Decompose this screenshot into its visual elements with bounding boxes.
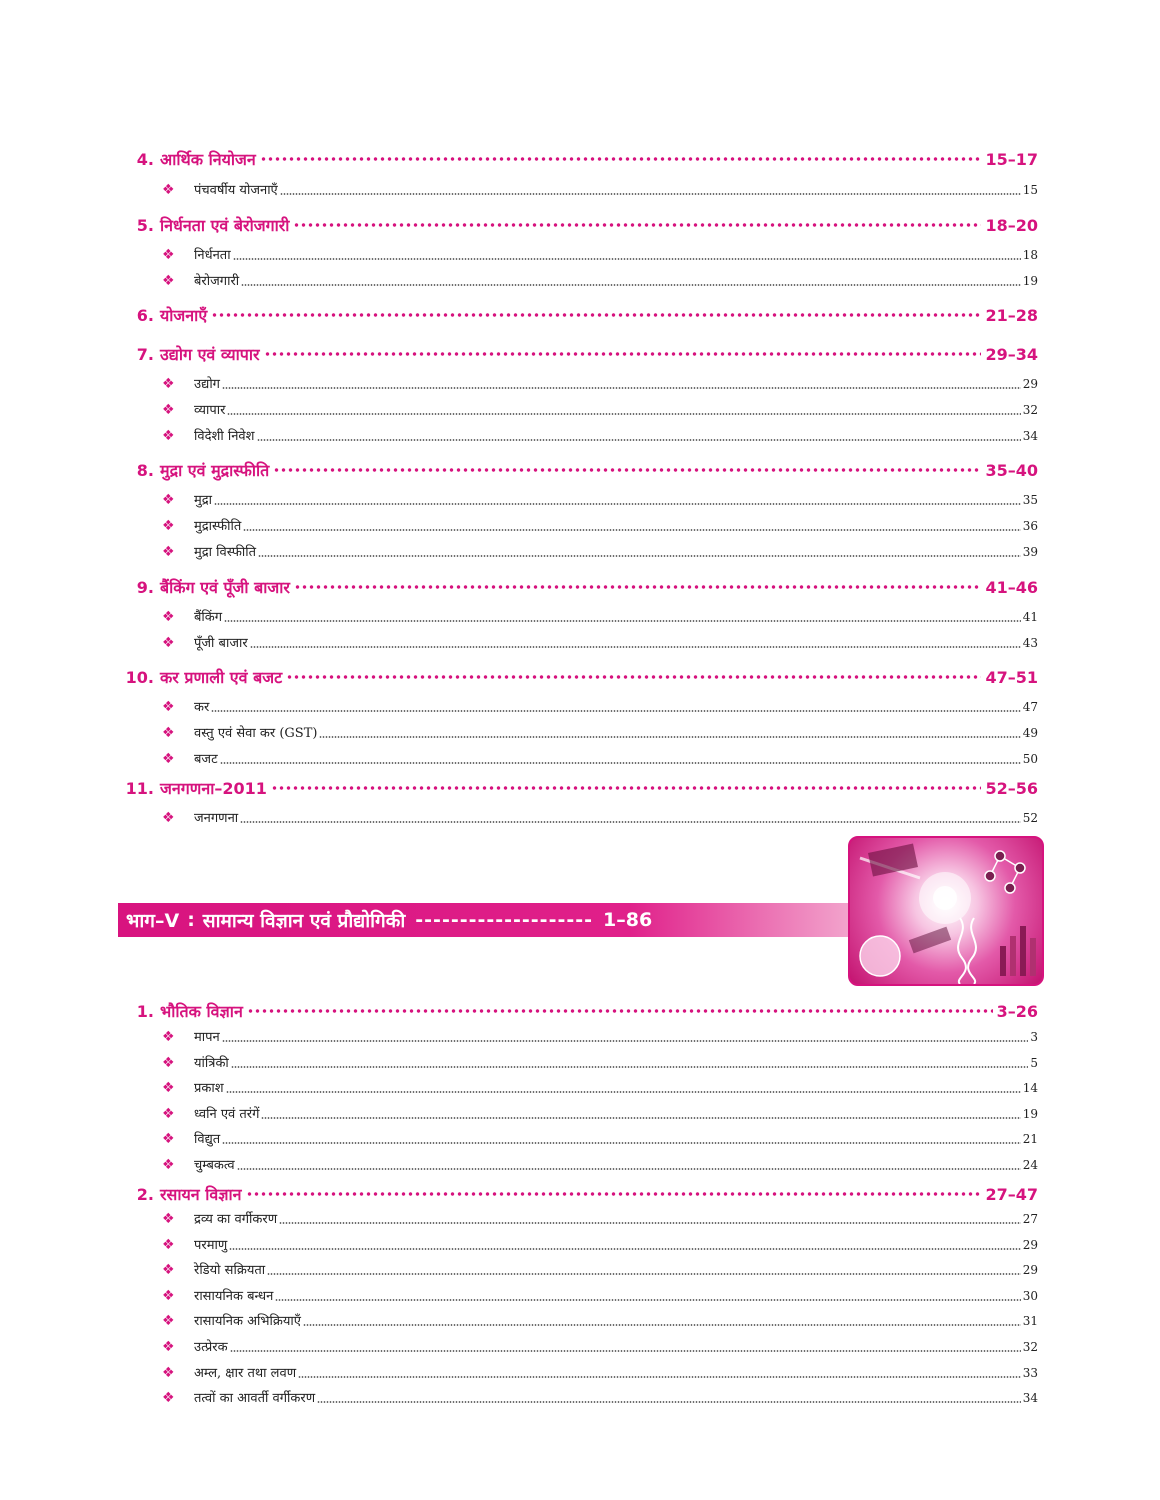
chapter-number: 7.: [136, 345, 154, 364]
diamond-bullet-icon: ❖: [162, 492, 175, 508]
dot-leader: [275, 1298, 1020, 1302]
item-title: बजट: [194, 752, 218, 767]
toc-item[interactable]: [162, 808, 1038, 828]
part-pages: 1–86: [603, 909, 653, 931]
toc-item[interactable]: [162, 1311, 1038, 1331]
chapter-pages: 29–34: [985, 345, 1038, 364]
item-title: उत्प्रेरक: [194, 1340, 228, 1355]
toc-item[interactable]: [162, 400, 1038, 420]
toc-item[interactable]: [162, 1337, 1038, 1357]
chapter-title: निर्धनता एवं बेरोजगारी: [160, 216, 290, 235]
diamond-bullet-icon: ❖: [162, 1055, 175, 1071]
diamond-bullet-icon: ❖: [162, 725, 175, 741]
item-page: 36: [1022, 519, 1038, 533]
dot-leader: [286, 674, 981, 680]
chapter-title: योजनाएँ: [160, 306, 208, 325]
item-title: कर: [194, 700, 210, 715]
chapter-number: 4.: [136, 150, 154, 169]
chapter-pages: 18–20: [985, 216, 1038, 235]
toc-item[interactable]: [162, 1209, 1038, 1229]
item-page: 5: [1030, 1056, 1038, 1070]
toc-item[interactable]: [162, 1286, 1038, 1306]
chapter-title: उद्योग एवं व्यापार: [160, 345, 260, 364]
dot-leader: [293, 222, 981, 228]
toc-item[interactable]: [162, 1129, 1038, 1149]
item-title: मुद्रास्फीति: [194, 519, 242, 534]
diamond-bullet-icon: ❖: [162, 518, 175, 534]
dot-leader: [243, 528, 1020, 532]
toc-item[interactable]: [162, 1078, 1038, 1098]
item-title: वस्तु एवं सेवा कर (GST): [194, 726, 318, 741]
diamond-bullet-icon: ❖: [162, 1029, 175, 1045]
diamond-bullet-icon: ❖: [162, 1339, 175, 1355]
item-page: 49: [1022, 726, 1038, 740]
dot-leader: [303, 1323, 1021, 1327]
item-title: रासायनिक अभिक्रियाएँ: [194, 1314, 301, 1329]
part-banner[interactable]: [118, 903, 848, 937]
item-title: उद्योग: [194, 377, 221, 392]
dot-leader: [227, 412, 1020, 416]
diamond-bullet-icon: ❖: [162, 1157, 175, 1173]
item-page: 35: [1022, 493, 1038, 507]
toc-item[interactable]: [162, 271, 1038, 291]
chapter-9[interactable]: [120, 576, 1038, 598]
diamond-bullet-icon: ❖: [162, 182, 175, 198]
diamond-bullet-icon: ❖: [162, 810, 175, 826]
item-title: बैंकिंग: [194, 610, 223, 625]
chapter-7[interactable]: [120, 343, 1038, 365]
toc-item[interactable]: [162, 1053, 1038, 1073]
item-title: विद्युत: [194, 1132, 221, 1147]
item-title: व्यापार: [194, 403, 226, 418]
item-title: पंचवर्षीय योजनाएँ: [194, 183, 278, 198]
chapter-8[interactable]: [120, 459, 1038, 481]
item-page: 21: [1022, 1132, 1038, 1146]
item-page: 34: [1022, 1391, 1038, 1405]
diamond-bullet-icon: ❖: [162, 609, 175, 625]
item-title: रासायनिक बन्धन: [194, 1289, 274, 1304]
toc-item[interactable]: [162, 245, 1038, 265]
toc-item[interactable]: [162, 1235, 1038, 1255]
item-title: अम्ल, क्षार तथा लवण: [194, 1366, 297, 1381]
dot-leader: [211, 709, 1020, 713]
dot-leader: [258, 554, 1021, 558]
chapter-pages: 52–56: [985, 779, 1038, 798]
dot-leader: [222, 386, 1021, 390]
diamond-bullet-icon: ❖: [162, 376, 175, 392]
dot-leader: [317, 1400, 1021, 1404]
item-page: 3: [1030, 1030, 1038, 1044]
chapter-title: आर्थिक नियोजन: [160, 150, 256, 169]
item-page: 34: [1022, 429, 1038, 443]
item-title: रेडियो सक्रियता: [194, 1263, 266, 1278]
dot-leader: [264, 351, 982, 357]
diamond-bullet-icon: ❖: [162, 1080, 175, 1096]
item-title: मुद्रा: [194, 493, 213, 508]
chapter-pages: 35–40: [985, 461, 1038, 480]
chapter-title: मुद्रा एवं मुद्रास्फीति: [160, 461, 270, 480]
dot-leader: [220, 761, 1021, 765]
item-title: यांत्रिकी: [194, 1056, 229, 1071]
item-page: 24: [1022, 1158, 1038, 1172]
item-page: 14: [1022, 1081, 1038, 1095]
chapter-title: रसायन विज्ञान: [160, 1185, 242, 1204]
chapter-pages: 15–17: [985, 150, 1038, 169]
dot-leader: [250, 645, 1021, 649]
item-page: 18: [1022, 248, 1038, 262]
dot-leader: [231, 1065, 1029, 1069]
chapter-pages: 47–51: [985, 668, 1038, 687]
item-page: 32: [1022, 403, 1038, 417]
dot-leader: [273, 467, 981, 473]
diamond-bullet-icon: ❖: [162, 544, 175, 560]
item-page: 29: [1022, 1263, 1038, 1277]
chapter-5[interactable]: [120, 214, 1038, 236]
toc-item[interactable]: [162, 1363, 1038, 1383]
diamond-bullet-icon: ❖: [162, 635, 175, 651]
item-page: 31: [1022, 1314, 1038, 1328]
dot-leader: [211, 312, 981, 318]
dot-leader: [267, 1272, 1021, 1276]
dot-leader: [230, 1349, 1021, 1353]
item-page: 43: [1022, 636, 1038, 650]
chapter-number: 11.: [125, 779, 154, 798]
dot-leader: [226, 1090, 1021, 1094]
banner-dash-leader: --------------------: [415, 909, 593, 931]
toc-item[interactable]: [162, 426, 1038, 446]
dot-leader: [261, 1116, 1020, 1120]
dot-leader: [279, 1221, 1021, 1225]
chapter-number: 1.: [136, 1002, 154, 1021]
chapter-number: 6.: [136, 306, 154, 325]
item-page: 30: [1022, 1289, 1038, 1303]
dot-leader: [229, 1247, 1020, 1251]
toc-item[interactable]: [162, 607, 1038, 627]
item-title: तत्वों का आवर्ती वर्गीकरण: [194, 1391, 316, 1406]
item-page: 50: [1022, 752, 1038, 766]
item-title: परमाणु: [194, 1238, 228, 1253]
item-title: विदेशी निवेश: [194, 429, 255, 444]
diamond-bullet-icon: ❖: [162, 1390, 175, 1406]
chapter-number: 5.: [136, 216, 154, 235]
diamond-bullet-icon: ❖: [162, 1211, 175, 1227]
chapter-b2[interactable]: [120, 1183, 1038, 1205]
chapter-number: 8.: [136, 461, 154, 480]
dot-leader: [222, 1141, 1021, 1145]
chapter-6[interactable]: [120, 304, 1038, 326]
diamond-bullet-icon: ❖: [162, 1365, 175, 1381]
item-title: मुद्रा विस्फीति: [194, 545, 256, 560]
chapter-4[interactable]: [120, 148, 1038, 170]
dot-leader: [224, 619, 1021, 623]
toc-item[interactable]: [162, 697, 1038, 717]
item-page: 15: [1022, 183, 1038, 197]
diamond-bullet-icon: ❖: [162, 402, 175, 418]
chapter-number: 10.: [125, 668, 154, 687]
item-title: मापन: [194, 1030, 220, 1045]
chapter-number: 9.: [136, 578, 154, 597]
chapter-pages: 3–26: [996, 1002, 1038, 1021]
part-separator: :: [187, 909, 195, 931]
chapter-10[interactable]: [120, 666, 1038, 688]
chapter-title: बैंकिंग एवं पूँजी बाजार: [160, 578, 290, 597]
item-page: 33: [1022, 1366, 1038, 1380]
dot-leader: [241, 283, 1021, 287]
chapter-title: कर प्रणाली एवं बजट: [160, 668, 283, 687]
dot-leader: [294, 584, 981, 590]
science-collage-graphic: [850, 838, 1042, 984]
chapter-title: भौतिक विज्ञान: [160, 1002, 243, 1021]
chapter-pages: 21–28: [985, 306, 1038, 325]
chapter-title: जनगणना–2011: [160, 779, 267, 798]
dot-leader: [240, 820, 1021, 824]
dot-leader: [233, 257, 1021, 261]
diamond-bullet-icon: ❖: [162, 699, 175, 715]
diamond-bullet-icon: ❖: [162, 1237, 175, 1253]
item-page: 32: [1022, 1340, 1038, 1354]
item-title: प्रकाश: [194, 1081, 224, 1096]
chapter-pages: 41–46: [985, 578, 1038, 597]
toc-item[interactable]: [162, 180, 1038, 200]
toc-item[interactable]: [162, 633, 1038, 653]
toc-item[interactable]: [162, 1027, 1038, 1047]
dot-leader: [214, 502, 1021, 506]
toc-item[interactable]: [162, 374, 1038, 394]
toc-item[interactable]: [162, 723, 1038, 743]
item-title: जनगणना: [194, 811, 239, 826]
chapter-11[interactable]: [120, 777, 1038, 799]
dot-leader: [319, 735, 1020, 739]
diamond-bullet-icon: ❖: [162, 1262, 175, 1278]
item-title: ध्वनि एवं तरंगें: [194, 1107, 260, 1122]
item-title: निर्धनता: [194, 248, 231, 263]
toc-item[interactable]: [162, 1104, 1038, 1124]
part-title: सामान्य विज्ञान एवं प्रौद्योगिकी: [202, 910, 406, 932]
item-page: 19: [1022, 1107, 1038, 1121]
diamond-bullet-icon: ❖: [162, 1288, 175, 1304]
chapter-b1[interactable]: [120, 1000, 1038, 1022]
dot-leader: [237, 1167, 1021, 1171]
toc-item[interactable]: [162, 749, 1038, 769]
toc-item[interactable]: [162, 1388, 1038, 1408]
item-title: चुम्बकत्व: [194, 1158, 235, 1173]
toc-item[interactable]: [162, 1260, 1038, 1280]
toc-item[interactable]: [162, 542, 1038, 562]
item-page: 39: [1022, 545, 1038, 559]
item-title: पूँजी बाजार: [194, 636, 248, 651]
item-page: 27: [1022, 1212, 1038, 1226]
part-label: भाग–V: [126, 910, 180, 932]
dot-leader: [247, 1008, 993, 1014]
dot-leader: [257, 438, 1021, 442]
diamond-bullet-icon: ❖: [162, 751, 175, 767]
dot-leader: [222, 1039, 1029, 1043]
dot-leader: [298, 1375, 1021, 1379]
diamond-bullet-icon: ❖: [162, 1131, 175, 1147]
science-collage-image: [848, 836, 1044, 986]
diamond-bullet-icon: ❖: [162, 273, 175, 289]
diamond-bullet-icon: ❖: [162, 1313, 175, 1329]
item-title: बेरोजगारी: [194, 274, 240, 289]
item-page: 29: [1022, 1238, 1038, 1252]
item-page: 52: [1022, 811, 1038, 825]
item-title: द्रव्य का वर्गीकरण: [194, 1212, 278, 1227]
item-page: 47: [1022, 700, 1038, 714]
dot-leader: [271, 785, 982, 791]
diamond-bullet-icon: ❖: [162, 1106, 175, 1122]
toc-item[interactable]: [162, 516, 1038, 536]
item-page: 29: [1022, 377, 1038, 391]
toc-item[interactable]: [162, 1155, 1038, 1175]
chapter-pages: 27–47: [985, 1185, 1038, 1204]
dot-leader: [260, 156, 982, 162]
dot-leader: [246, 1191, 982, 1197]
chapter-number: 2.: [136, 1185, 154, 1204]
item-page: 19: [1022, 274, 1038, 288]
diamond-bullet-icon: ❖: [162, 428, 175, 444]
dot-leader: [280, 192, 1021, 196]
toc-item[interactable]: [162, 490, 1038, 510]
diamond-bullet-icon: ❖: [162, 247, 175, 263]
item-page: 41: [1022, 610, 1038, 624]
